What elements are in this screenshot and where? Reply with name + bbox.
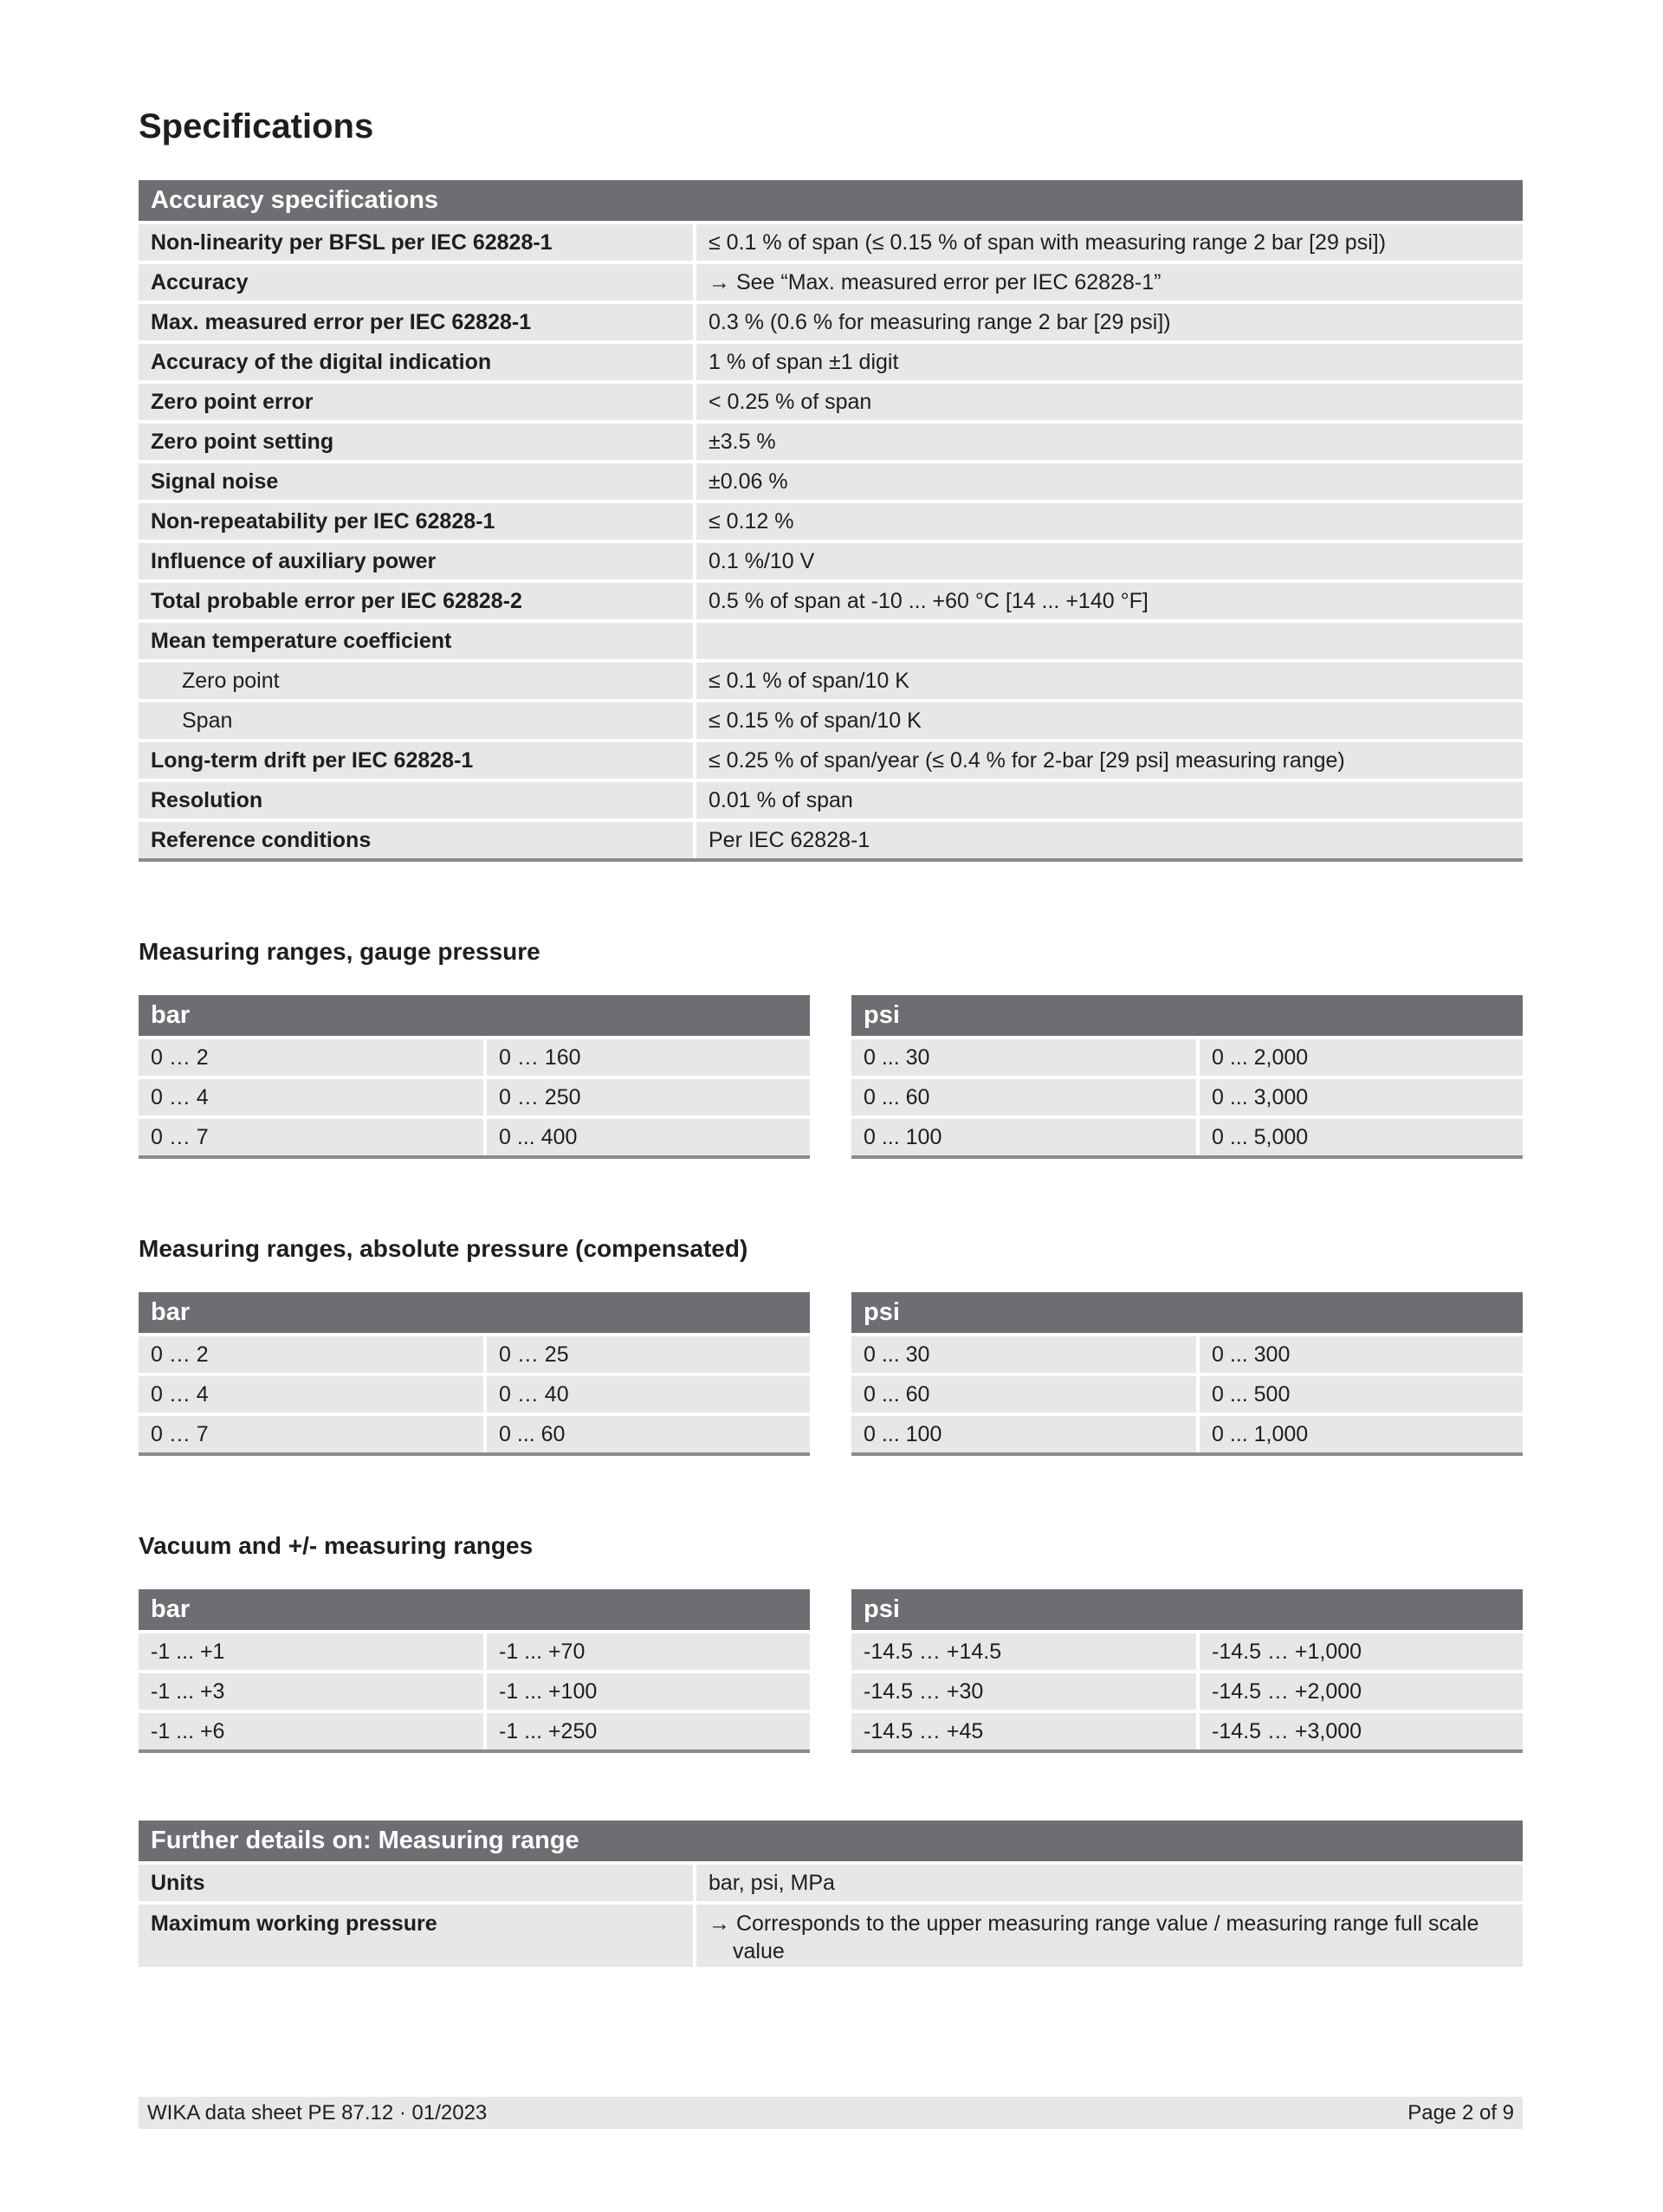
table-row: [139, 1673, 810, 1710]
range-value: 0 ... 2,000: [1200, 1039, 1523, 1076]
table-header: Further details on: Measuring range: [139, 1821, 1523, 1861]
table-row: [851, 1079, 1523, 1116]
section-heading: Vacuum and +/- measuring ranges: [139, 1532, 534, 1559]
table-row: [851, 1119, 1523, 1155]
spec-label: Accuracy: [139, 264, 693, 301]
table-row: [139, 742, 1523, 779]
range-value: 0 ... 400: [487, 1119, 810, 1155]
table-row: [139, 424, 1523, 460]
table-row: [139, 782, 1523, 818]
bar-range-table: [139, 995, 810, 1159]
range-value: -14.5 … +3,000: [1200, 1713, 1523, 1750]
table-row: [139, 503, 1523, 540]
spec-label: Units: [139, 1865, 693, 1901]
spec-value: 0.01 % of span: [696, 782, 1523, 818]
spec-label: Zero point error: [139, 384, 693, 420]
range-value: 0 … 2: [139, 1336, 483, 1373]
range-value: 0 … 2: [139, 1039, 483, 1076]
table-row: [851, 1039, 1523, 1076]
table-row: [139, 1905, 1523, 1967]
table-row: [139, 384, 1523, 420]
table-header: psi: [851, 995, 1523, 1036]
spec-value: ≤ 0.1 % of span (≤ 0.15 % of span with measuring range 2 bar [29 psi]): [696, 224, 1523, 261]
spec-value: 0.5 % of span at -10 ... +60 °C [14 ... +140 °F]: [696, 583, 1523, 619]
table-header: psi: [851, 1292, 1523, 1333]
range-value: 0 ... 3,000: [1200, 1079, 1523, 1116]
range-value: 0 ... 100: [851, 1119, 1196, 1155]
table-row: [139, 1039, 810, 1076]
range-value: 0 ... 5,000: [1200, 1119, 1523, 1155]
range-value: 0 … 25: [487, 1336, 810, 1373]
range-value: -1 ... +100: [487, 1673, 810, 1710]
range-value: 0 ... 1,000: [1200, 1416, 1523, 1452]
table-row: [139, 1416, 810, 1452]
range-value: -1 ... +3: [139, 1673, 483, 1710]
spec-label: Maximum working pressure: [139, 1905, 693, 1967]
range-value: -1 ... +70: [487, 1633, 810, 1670]
range-value: 0 ... 100: [851, 1416, 1196, 1452]
table-header: bar: [139, 1589, 810, 1630]
table-header: psi: [851, 1589, 1523, 1630]
range-value: 0 ... 60: [851, 1376, 1196, 1413]
spec-label: Influence of auxiliary power: [139, 543, 693, 579]
table-row: [851, 1416, 1523, 1452]
spec-label: Signal noise: [139, 463, 693, 500]
range-value: -1 ... +1: [139, 1633, 483, 1670]
table-row: [851, 1376, 1523, 1413]
table-row: [851, 1336, 1523, 1373]
spec-value: ±3.5 %: [696, 424, 1523, 460]
accuracy-specifications-table: [139, 180, 1523, 862]
footer-document-id: WIKA data sheet PE 87.12 · 01/2023: [147, 2101, 488, 2125]
table-row: [139, 1713, 810, 1750]
bar-range-table: [139, 1292, 810, 1456]
spec-value: bar, psi, MPa: [696, 1865, 1523, 1901]
table-row: [139, 1119, 810, 1155]
spec-label: Non-linearity per BFSL per IEC 62828-1: [139, 224, 693, 261]
spec-value: < 0.25 % of span: [696, 384, 1523, 420]
section-heading: Measuring ranges, absolute pressure (compensated): [139, 1235, 748, 1262]
spec-label: Zero point setting: [139, 424, 693, 460]
range-value: -14.5 … +45: [851, 1713, 1196, 1750]
table-header: Accuracy specifications: [139, 180, 1523, 221]
range-value: 0 … 7: [139, 1416, 483, 1452]
range-value: 0 … 250: [487, 1079, 810, 1116]
table-row: [139, 583, 1523, 619]
range-value: -14.5 … +30: [851, 1673, 1196, 1710]
table-row: [139, 1865, 1523, 1901]
page-footer: [139, 2097, 1523, 2129]
table-header: bar: [139, 995, 810, 1036]
range-value: 0 ... 60: [487, 1416, 810, 1452]
range-value: 0 ... 500: [1200, 1376, 1523, 1413]
spec-value: 0.1 %/10 V: [696, 543, 1523, 579]
table-row: [851, 1713, 1523, 1750]
range-value: -14.5 … +2,000: [1200, 1673, 1523, 1710]
further-details-table: [139, 1821, 1523, 1967]
spec-label: Total probable error per IEC 62828-2: [139, 583, 693, 619]
bar-range-table: [139, 1589, 810, 1753]
psi-range-table: [851, 1292, 1523, 1456]
spec-label: Max. measured error per IEC 62828-1: [139, 304, 693, 340]
footer-page-number: Page 2 of 9: [1407, 2101, 1514, 2125]
range-value: 0 ... 60: [851, 1079, 1196, 1116]
page-title: Specifications: [139, 107, 374, 146]
table-header: bar: [139, 1292, 810, 1333]
table-row: [139, 1633, 810, 1670]
spec-value: ≤ 0.15 % of span/10 K: [696, 702, 1523, 739]
spec-value: Per IEC 62828-1: [696, 822, 1523, 858]
table-row: [139, 822, 1523, 858]
spec-value: → See “Max. measured error per IEC 62828-1”: [696, 264, 1523, 301]
spec-label: Mean temperature coefficient: [139, 623, 693, 659]
spec-label: Long-term drift per IEC 62828-1: [139, 742, 693, 779]
range-value: 0 … 4: [139, 1376, 483, 1413]
spec-label: Resolution: [139, 782, 693, 818]
table-row: [139, 224, 1523, 261]
range-value: 0 … 40: [487, 1376, 810, 1413]
spec-value: [696, 623, 1523, 659]
spec-label: Accuracy of the digital indication: [139, 344, 693, 380]
table-row: [139, 1079, 810, 1116]
psi-range-table: [851, 995, 1523, 1159]
table-row: [139, 663, 1523, 699]
table-row: [139, 463, 1523, 500]
table-row: [139, 304, 1523, 340]
section-heading: Measuring ranges, gauge pressure: [139, 938, 540, 965]
table-row: [139, 344, 1523, 380]
table-row: [139, 543, 1523, 579]
range-value: -14.5 … +1,000: [1200, 1633, 1523, 1670]
spec-label: Zero point: [139, 663, 693, 699]
spec-value: 0.3 % (0.6 % for measuring range 2 bar [29 psi]): [696, 304, 1523, 340]
spec-value: → Corresponds to the upper measuring range value / measuring range full scale value: [696, 1905, 1523, 1967]
spec-value: ≤ 0.25 % of span/year (≤ 0.4 % for 2-bar [29 psi] measuring range): [696, 742, 1523, 779]
psi-range-table: [851, 1589, 1523, 1753]
spec-label: Non-repeatability per IEC 62828-1: [139, 503, 693, 540]
range-value: 0 … 4: [139, 1079, 483, 1116]
table-row: [139, 264, 1523, 301]
range-value: 0 … 7: [139, 1119, 483, 1155]
spec-value: 1 % of span ±1 digit: [696, 344, 1523, 380]
range-value: 0 ... 30: [851, 1336, 1196, 1373]
range-value: -14.5 … +14.5: [851, 1633, 1196, 1670]
range-value: -1 ... +6: [139, 1713, 483, 1750]
spec-label: Reference conditions: [139, 822, 693, 858]
range-value: -1 ... +250: [487, 1713, 810, 1750]
spec-value: ±0.06 %: [696, 463, 1523, 500]
range-value: 0 ... 300: [1200, 1336, 1523, 1373]
spec-value: ≤ 0.12 %: [696, 503, 1523, 540]
table-row: [139, 623, 1523, 659]
spec-value: ≤ 0.1 % of span/10 K: [696, 663, 1523, 699]
table-row: [139, 1336, 810, 1373]
table-row: [139, 702, 1523, 739]
table-row: [139, 1376, 810, 1413]
spec-label: Span: [139, 702, 693, 739]
range-value: 0 ... 30: [851, 1039, 1196, 1076]
range-value: 0 … 160: [487, 1039, 810, 1076]
table-row: [851, 1673, 1523, 1710]
table-row: [851, 1633, 1523, 1670]
